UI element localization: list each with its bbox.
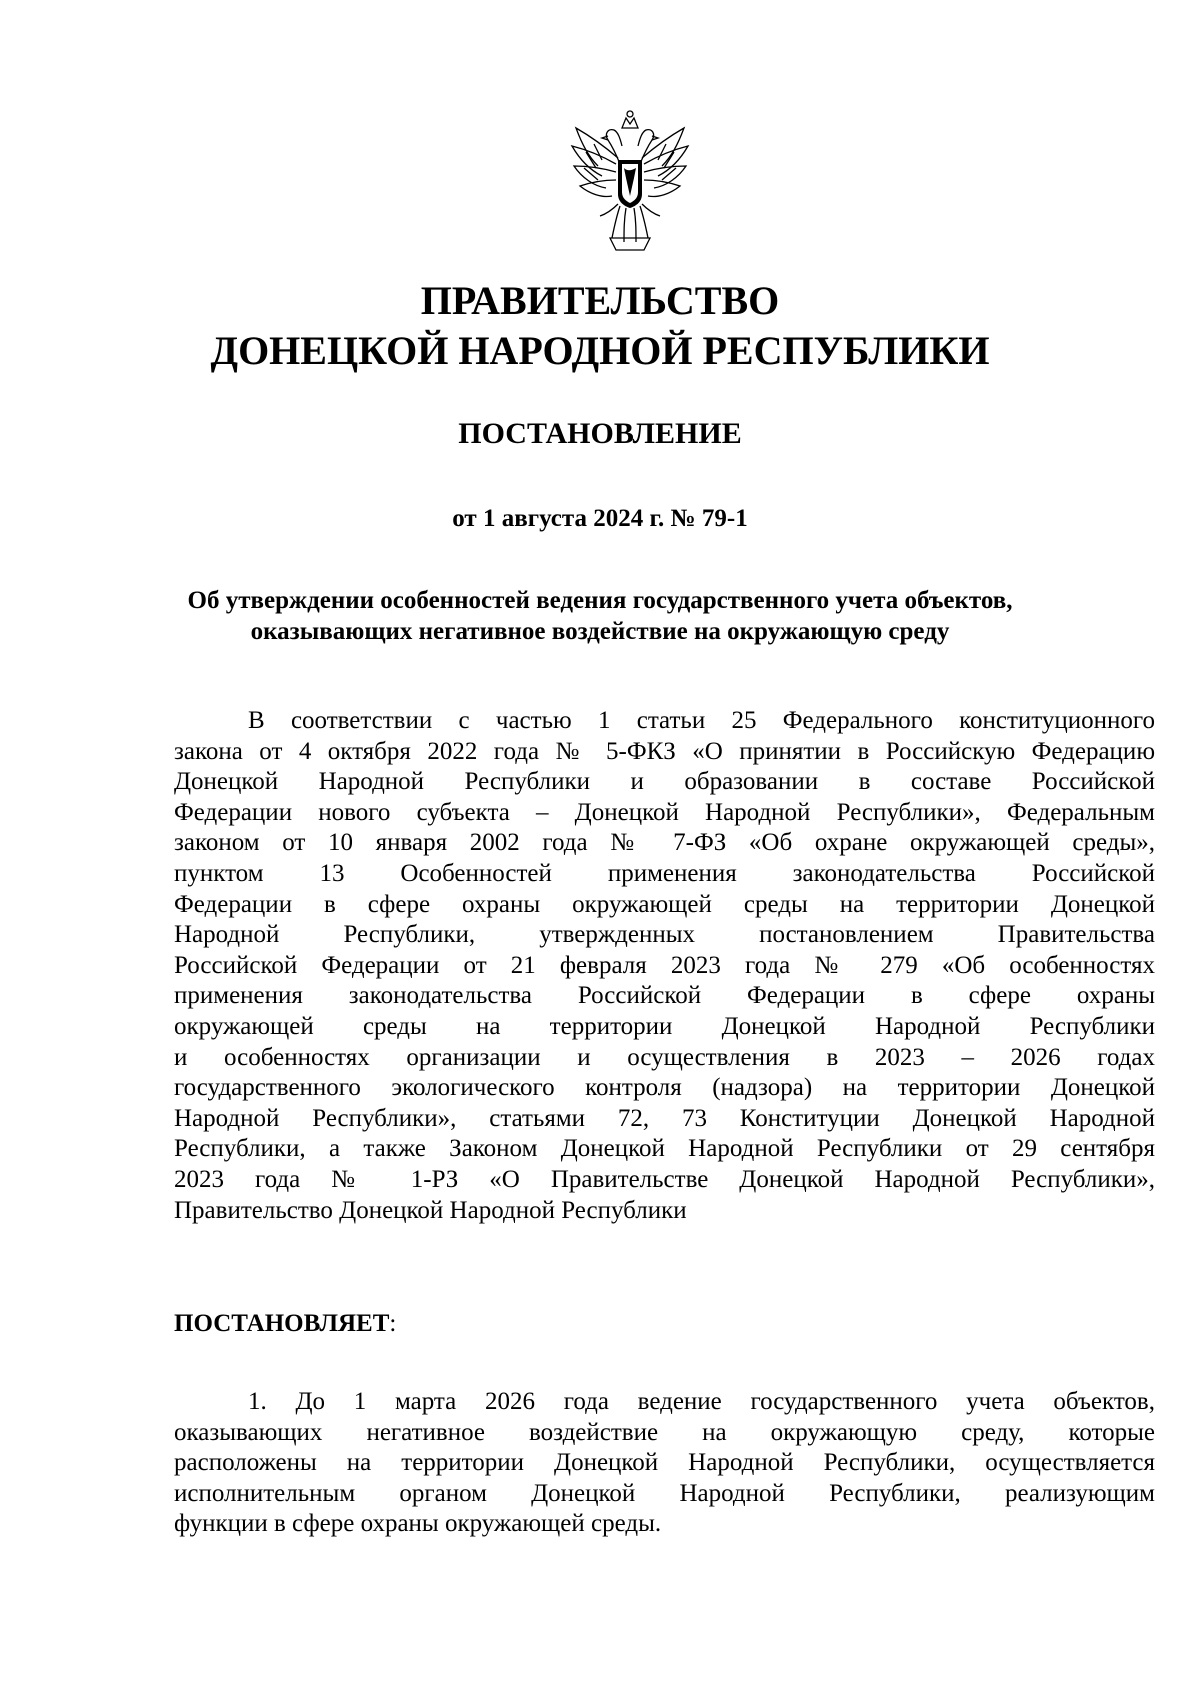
item-line: функции в сфере охраны окружающей среды. [174,1510,662,1538]
preamble-line: Российской Федерации от 21 февраля 2023 года № 279 «Об особенностях [174,951,1155,979]
preamble-line: применения законодательства Российской Федерации в сфере охраны [174,982,1155,1010]
government-title [0,276,1200,376]
subject-line-1: Об утверждении особенностей ведения государственного учета объектов, [187,587,1013,614]
decree-heading [174,1309,396,1339]
item-line: исполнительным органом Донецкой Народной Республики, реализующим [174,1479,1155,1507]
decree-colon: : [389,1310,397,1337]
coat-of-arms-emblem [564,106,696,256]
document-date-number: от 1 августа 2024 г. № 79-1 [452,505,748,532]
government-title-line-2: ДОНЕЦКОЙ НАРОДНОЙ РЕСПУБЛИКИ [210,328,990,373]
preamble-line: Донецкой Народной Республики и образовании в составе Российской [174,768,1155,796]
document-subject [0,585,1200,647]
item-line: 1. До 1 марта 2026 года ведение государственного учета объектов, [248,1388,1155,1415]
coat-of-arms-eagle-icon [564,106,696,256]
subject-line-2: оказывающих негативное воздействие на окружающую среду [250,618,950,645]
preamble-line: Республики, а также Законом Донецкой Народной Республики от 29 сентября [174,1135,1155,1163]
preamble-paragraph [174,706,1155,1226]
preamble-line: закона от 4 октября 2022 года № 5-ФКЗ «О принятии в Российскую Федерацию [174,737,1155,765]
item-line: расположены на территории Донецкой Народной Республики, осуществляется [174,1449,1155,1477]
decree-word: ПОСТАНОВЛЯЕТ [174,1310,390,1337]
government-title-line-1: ПРАВИТЕЛЬСТВО [420,278,780,323]
preamble-line: Народной Республики», статьями 72, 73 Конституции Донецкой Народной [174,1104,1155,1132]
preamble-line: 2023 года № 1-РЗ «О Правительстве Донецкой Народной Республики», [174,1165,1155,1193]
preamble-line: пунктом 13 Особенностей применения законодательства Российской [174,859,1155,887]
preamble-line: государственного экологического контроля (надзора) на территории Донецкой [174,1074,1155,1102]
preamble-line: законом от 10 января 2002 года № 7-ФЗ «Об охране окружающей среды», [174,829,1155,857]
item-line: оказывающих негативное воздействие на окружающую среду, которые [174,1418,1155,1446]
preamble-line: окружающей среды на территории Донецкой Народной Республики [174,1012,1155,1040]
document-type: ПОСТАНОВЛЕНИЕ [458,417,742,450]
preamble-line: Федерации в сфере охраны окружающей среды на территории Донецкой [174,890,1155,918]
preamble-line: Федерации нового субъекта – Донецкой Народной Республики», Федеральным [174,798,1155,826]
preamble-line: В соответствии с частью 1 статьи 25 Федерального конституционного [248,707,1155,734]
preamble-line: и особенностях организации и осуществления в 2023 – 2026 годах [174,1043,1155,1071]
decree-item-1 [174,1387,1155,1540]
preamble-line: Правительство Донецкой Народной Республики [174,1196,687,1224]
preamble-line: Народной Республики, утвержденных постановлением Правительства [174,921,1155,949]
